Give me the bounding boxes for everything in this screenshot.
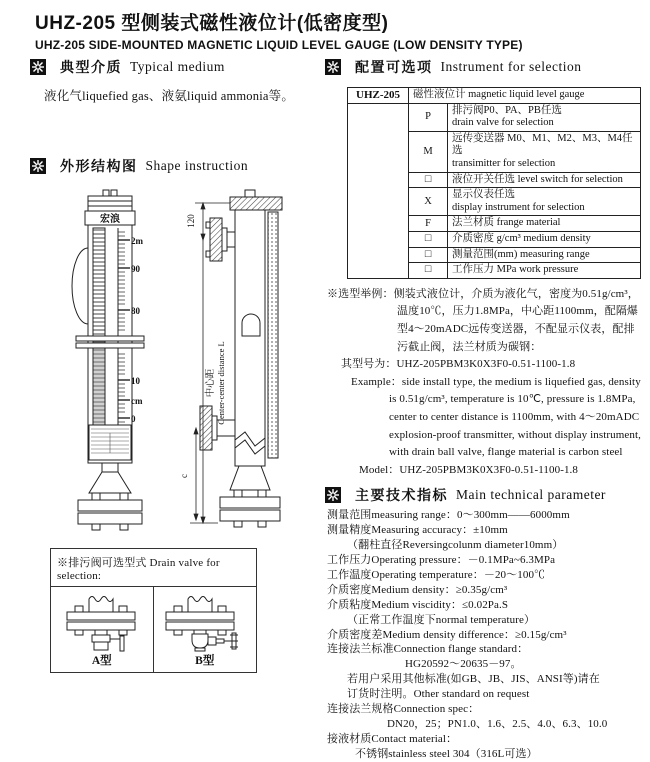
param-line: 介质粘度Medium viscidity：≤0.02Pa.S [327,598,509,611]
desc-cell: 测量范围(mm) measuring range [448,247,641,263]
desc-line1: 显示仪表任选 [452,189,515,201]
model-desc-cell: 磁性液位计 magnetic liquid level gauge [409,88,641,104]
selection-table [347,87,641,279]
note-line: Example：side install type, the medium is liquefied gas, density [351,375,641,388]
drain-box-body [51,587,256,672]
note-line: 污截止阀，法兰材质为碳钢： [397,340,542,353]
param-line: 若用户采用其他标准(如GB、JB、JIS、ANSI等)请在 [347,673,600,686]
section-title-zh: 典型介质 [60,61,122,76]
section-tech-params [325,485,648,505]
drain-type-b-label: B型 [195,655,215,667]
center-distance-en: Center-center distance L [216,341,226,425]
desc-cell: 工作压力 MPa work pressure [448,263,641,279]
drain-valve-a-drawing [51,590,151,652]
drain-type-b-cell [154,587,257,672]
param-line: 测量精度Measuring accuracy：±10mm [327,524,508,537]
note-line: center to center distance is 1100mm, with 4～20mADC [389,410,640,423]
code-cell: P [409,103,448,131]
code-cell: F [409,216,448,232]
section-title-en: Main technical parameter [456,487,606,503]
param-line: 订货时注明。Other standard on request [347,688,530,701]
section-title-en: Shape instruction [145,158,249,173]
scale-label-10: 10 [131,376,140,386]
note-line: 型4～20mADC远传变送器，不配显示仪表，配排 [397,322,635,335]
desc-cell: 介质密度 g/cm³ medium density [448,231,641,247]
gauge-section-view [200,190,282,527]
right-column [325,57,648,762]
shape-drawing [30,188,322,534]
param-line: 不锈钢stainless steel 304（316L可选） [355,747,538,760]
tech-parameter-list [325,508,648,761]
selection-example-note [325,286,648,480]
section-title-en: Instrument for selection [440,59,582,74]
param-line: 工作压力Operating pressure：－0.1MPa~6.3MPa [327,554,556,567]
desc-line1: 远传变送器 M0、M1、M2、M3、M4任选 [452,132,633,157]
scale-label-0: 0 [131,414,136,424]
center-distance-zh: 中心距 [206,368,216,398]
section-title-zh: 主要技术指标 [355,489,448,505]
param-line: 介质密度差Medium density difference：≥0.15g/cm³ [327,628,567,641]
param-line: 连接法兰标准Connection flange standard： [327,643,529,656]
code-cell: □ [409,247,448,263]
header [35,8,635,52]
page-title: UHZ-205 型侧装式磁性液位计(低密度型) [35,13,389,34]
note-line: 其型号为：UHZ-205PBM3K0X3F0-0.51-1100-1.8 [341,358,576,371]
section-title-zh: 外形结构图 [60,160,138,175]
desc-line2: drain valve for selection [452,117,554,129]
code-cell: □ [409,263,448,279]
gauge-drawing-svg [30,188,322,534]
note-line: ※选型举例：侧装式液位计，介质为液化气，密度为0.51g/cm³， [327,287,639,300]
section-title-zh: 配置可选项 [355,61,433,76]
param-line: 工作温度Operating temperature：－20～100℃ [327,568,546,581]
dim-c-label: c [179,474,189,478]
code-cell: M [409,131,448,172]
desc-line2: transimitter for selection [452,158,556,170]
note-line: Model：UHZ-205PBM3K0X3F0-0.51-1100-1.8 [359,463,579,476]
drain-box-title: ※排污阀可选型式 Drain valve for selection: [51,549,256,587]
scale-label-80: 80 [131,306,140,316]
page-subtitle: UHZ-205 SIDE-MOUNTED MAGNETIC LIQUID LEVEL GAUGE (LOW DENSITY TYPE) [35,38,523,52]
table-row [348,88,641,104]
param-line: 连接法兰规格Connection spec： [327,703,480,716]
drain-valve-b-drawing [154,590,254,652]
scale-label-cm: cm [131,396,143,406]
note-line: 温度10℃，压力1.8MPa，中心距1100mm，配隔爆 [397,305,639,318]
scale-label-2m: 2m [131,236,143,246]
desc-cell [448,188,641,216]
section-title-en: Typical medium [130,59,225,74]
table-row [348,103,641,131]
model-cell: UHZ-205 [348,88,409,104]
section-shape [30,156,322,176]
param-line: HG20592～20635－97。 [405,658,522,671]
section-selection [325,57,648,77]
dim-120-label: 120 [186,214,196,228]
param-line: 介质密度Medium density：≥0.35g/cm³ [327,583,508,596]
flower-icon [325,487,341,503]
desc-line1: 排污阀P0、PA、PB任选 [452,104,562,116]
param-line: （正常工作温度下normal temperature） [347,613,536,626]
code-cell: □ [409,231,448,247]
left-column [30,57,322,673]
desc-cell: 法兰材质 frange material [448,216,641,232]
note-line: with drain ball valve, flange material is carbon steel [389,446,623,459]
typical-medium-text: 液化气liquefied gas、液氨liquid ammonia等。 [44,89,295,103]
drain-type-a-cell [51,587,154,672]
scale-label-90: 90 [131,264,140,274]
flower-icon [30,158,46,174]
flower-icon [325,59,341,75]
desc-cell [448,103,641,131]
code-cell: X [409,188,448,216]
code-cell: □ [409,172,448,188]
param-line: 测量范围measuring range：0～300mm——6000mm [327,509,570,522]
desc-cell [448,131,641,172]
flower-icon [30,59,46,75]
drain-type-a-label: A型 [91,655,112,667]
param-line: （翻柱直径Reversingcolunm diameter10mm） [347,539,564,552]
desc-line2: display instrument for selection [452,201,585,213]
note-line: explosion-proof transmitter, without display instrument, [389,428,642,441]
desc-cell: 液位开关任选 level switch for selection [448,172,641,188]
brand-label: 宏浪 [100,214,120,225]
param-line: 接液材质Contact material： [327,732,458,745]
empty-cell [348,103,409,278]
section-typical-medium [30,57,322,77]
param-line: DN20，25；PN1.0、1.6、2.5、4.0、6.3、10.0 [387,717,608,730]
drain-valve-box [50,548,257,673]
note-line: is 0.51g/cm³, temperature is 10℃, pressure is 1.8MPa, [389,393,636,406]
